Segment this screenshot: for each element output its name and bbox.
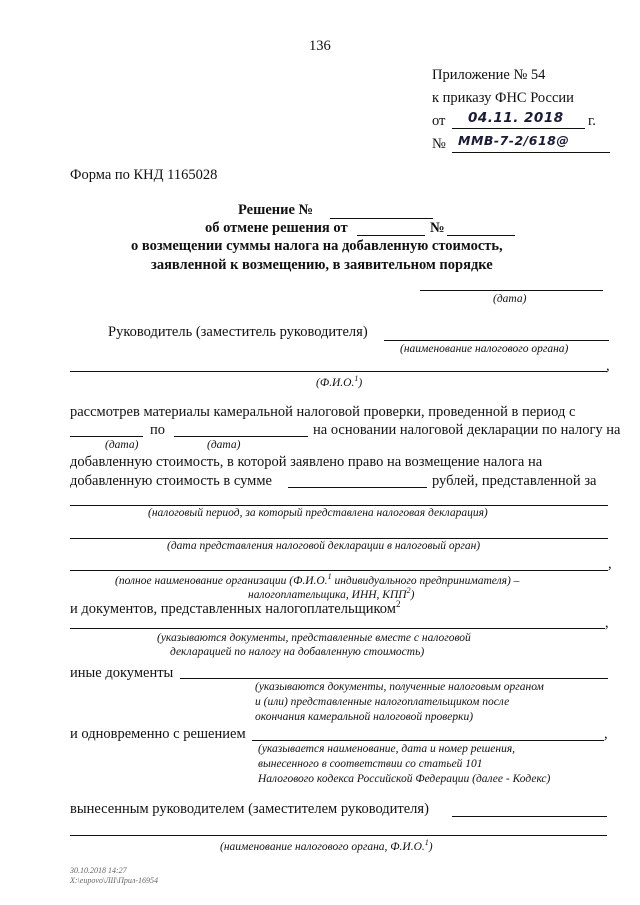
title-line3: о возмещении суммы налога на добавленную стоимость,: [131, 238, 503, 254]
docs-caption-line1: (указываются документы, представленные вместе с налоговой: [157, 632, 471, 644]
appendix-line1: Приложение № 54: [432, 67, 546, 83]
appendix-year-suffix: г.: [588, 113, 596, 129]
org-underline: [70, 570, 608, 571]
org-caption-part4: ): [410, 588, 415, 601]
docs-underline: [70, 628, 605, 629]
date-left-caption: (дата): [105, 439, 139, 451]
appendix-num-handwritten: ММВ-7-2/618@: [458, 133, 570, 148]
body-line2-tail: на основании налоговой декларации по налогу на: [313, 422, 621, 438]
title-number-underline: [330, 218, 433, 219]
decision-caption-line2: вынесенного в соответствии со статьей 101: [258, 758, 483, 770]
footer-line2: X:\eupovo\ЛІІ\Прил-16954: [70, 876, 158, 885]
date-caption: (дата): [493, 293, 527, 305]
other-docs-caption-line1: (указываются документы, полученные налоговым органом: [255, 681, 544, 693]
period-to-underline: [174, 436, 308, 437]
form-code: Форма по КНД 1165028: [70, 167, 218, 183]
footer-line1: 30.10.2018 14:27: [70, 866, 127, 875]
fio-comma: ,: [606, 358, 610, 374]
date-underline: [420, 290, 603, 291]
final-caption-close: ): [428, 840, 433, 853]
fio-underline: [70, 371, 607, 372]
body-po: по: [150, 422, 166, 438]
org-caption-line1: [115, 572, 519, 587]
final-caption: [220, 838, 433, 853]
head-label: Руководитель (заместитель руководителя): [108, 324, 368, 340]
decision-caption-line1: (указывается наименование, дата и номер решения,: [258, 743, 516, 755]
docs-label: [70, 599, 400, 618]
final-caption-sup: 1: [424, 838, 429, 847]
issued-label: вынесенным руководителем (заместителем руководителя): [70, 801, 429, 817]
decl-date-underline: [70, 538, 608, 539]
decision-comma: ,: [604, 726, 608, 742]
amount-underline: [288, 487, 427, 488]
decl-date-caption: (дата представления налоговой декларации в налоговый орган): [167, 540, 481, 552]
title-line2b: №: [430, 220, 445, 236]
title-line4: заявленной к возмещению, в заявительном порядке: [151, 257, 493, 273]
period-from-underline: [70, 436, 143, 437]
page-number: 136: [309, 38, 331, 54]
docs-label-text: и документов, представленных налогоплательщиком: [70, 600, 396, 617]
tax-authority-caption: (наименование налогового органа): [400, 343, 569, 355]
org-caption-sup: 1: [327, 572, 332, 581]
head-underline: [384, 340, 609, 341]
appendix-date-handwritten: 04.11. 2018: [468, 110, 564, 126]
other-docs-caption-line3: окончания камеральной налоговой проверки): [255, 711, 474, 723]
title-date-underline: [357, 235, 425, 236]
other-docs-label: иные документы: [70, 665, 174, 681]
decision-label: и одновременно с решением: [70, 726, 246, 742]
final-caption-text: (наименование налогового органа, Ф.И.О.: [220, 840, 425, 853]
body-line1: рассмотрев материалы камеральной налоговой проверки, проведенной в период с: [70, 404, 576, 420]
title-line1: Решение №: [238, 202, 314, 218]
fio-caption: [316, 374, 362, 389]
fio-caption-close: ): [358, 376, 363, 389]
docs-comma: ,: [605, 615, 609, 631]
body-line3: добавленную стоимость, в которой заявлено право на возмещение налога на: [70, 454, 543, 470]
fio-caption-text: (Ф.И.О.: [316, 376, 355, 389]
appendix-num-underline: [452, 152, 610, 153]
org-caption-sup2: 2: [406, 586, 411, 595]
body-line4-b: рублей, представленной за: [432, 473, 597, 489]
appendix-date-underline: [452, 128, 585, 129]
body-line4-a: добавленную стоимость в сумме: [70, 473, 272, 489]
issued-underline-1: [452, 816, 607, 817]
title-num-underline: [447, 235, 515, 236]
date-right-caption: (дата): [207, 439, 241, 451]
docs-caption-line2: декларацией по налогу на добавленную стоимость): [170, 646, 425, 658]
appendix-line2: к приказу ФНС России: [432, 90, 574, 106]
appendix-from-label: от: [432, 113, 446, 129]
period-caption: (налоговый период, за который представлена налоговая декларация): [148, 507, 488, 519]
decision-underline: [252, 740, 604, 741]
org-caption-part3: налогоплательщика, ИНН, КПП: [248, 588, 407, 601]
issued-underline-2: [70, 835, 607, 836]
org-comma: ,: [608, 556, 612, 572]
fio-caption-sup: 1: [354, 374, 359, 383]
docs-label-sup: 2: [395, 599, 401, 609]
appendix-num-label: №: [432, 136, 446, 152]
period-underline: [70, 505, 608, 506]
org-caption-part2: индивидуального предпринимателя) –: [331, 574, 520, 587]
decision-caption-line3: Налогового кодекса Российской Федерации (далее - Кодекс): [258, 773, 551, 785]
other-docs-underline: [180, 678, 608, 679]
org-caption-part1: (полное наименование организации (Ф.И.О.: [115, 574, 328, 587]
title-line2a: об отмене решения от: [205, 220, 348, 236]
other-docs-caption-line2: и (или) представленные налогоплательщиком после: [255, 696, 510, 708]
